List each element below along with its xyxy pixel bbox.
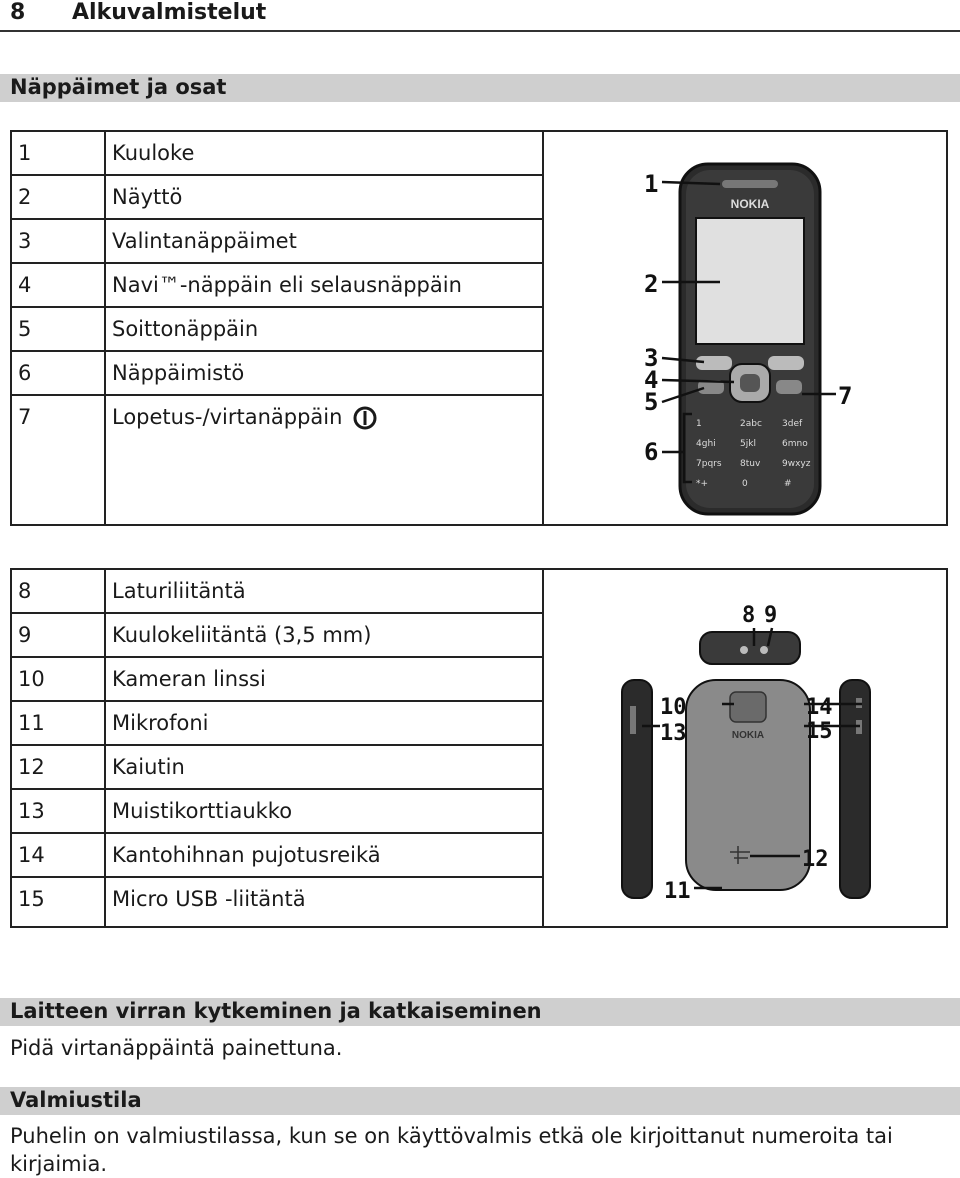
- callout-2: 2: [644, 270, 659, 298]
- table-row: 11 Mikrofoni: [12, 702, 544, 746]
- standby-text-line-1: Puhelin on valmiustilassa, kun se on käyttövalmis etkä ole kirjoittanut numeroita tai: [10, 1124, 893, 1148]
- front-parts-table: [10, 130, 948, 526]
- page-number: 8: [10, 0, 26, 25]
- phone-brand: NOKIA: [730, 197, 770, 211]
- callout-4: 4: [644, 366, 659, 394]
- section-title-standby: Valmiustila: [0, 1087, 960, 1115]
- section-title-power: Laitteen virran kytkeminen ja katkaiseminen: [0, 998, 960, 1026]
- table-row: 8 Laturiliitäntä: [12, 570, 544, 614]
- phone-top-view: [700, 632, 800, 664]
- table-row: 12 Kaiutin: [12, 746, 544, 790]
- table-row: 4 Navi™-näppäin eli selausnäppäin: [12, 264, 544, 308]
- table-row: 7 Lopetus-/virtanäppäin: [12, 396, 544, 440]
- phone-right-side: [840, 680, 870, 898]
- svg-text:*+: *+: [696, 479, 709, 489]
- callout-8: 8: [742, 603, 756, 628]
- svg-text:2abc: 2abc: [740, 419, 762, 429]
- svg-text:9wxyz: 9wxyz: [782, 459, 811, 469]
- power-instruction-text: Pidä virtanäppäintä painettuna.: [10, 1036, 343, 1060]
- phone-back-brand: NOKIA: [731, 730, 765, 741]
- table-row: 14 Kantohihnan pujotusreikä: [12, 834, 544, 878]
- svg-text:1: 1: [696, 419, 702, 429]
- svg-text:4ghi: 4ghi: [696, 439, 716, 449]
- svg-text:6mno: 6mno: [782, 439, 808, 449]
- phone-back-illustration: [544, 570, 946, 926]
- callout-5: 5: [644, 388, 659, 416]
- table-row: 2 Näyttö: [12, 176, 544, 220]
- svg-text:7pqrs: 7pqrs: [696, 459, 722, 469]
- callout-11: 11: [664, 879, 691, 904]
- camera-lens: [730, 692, 766, 722]
- svg-text:8tuv: 8tuv: [740, 459, 761, 469]
- phone-front-svg: [544, 132, 948, 524]
- svg-text:#: #: [784, 479, 792, 489]
- phone-back-svg: [544, 570, 948, 926]
- svg-text:3def: 3def: [782, 419, 803, 429]
- table-row: 5 Soittonäppäin: [12, 308, 544, 352]
- svg-text:0: 0: [742, 479, 748, 489]
- standby-text: [10, 1122, 950, 1178]
- back-parts-table: [10, 568, 948, 928]
- callout-13: 13: [660, 721, 687, 746]
- callout-14: 14: [806, 695, 833, 720]
- chapter-title: Alkuvalmistelut: [72, 0, 267, 25]
- callout-3: 3: [644, 344, 659, 372]
- table-row: 9 Kuulokeliitäntä (3,5 mm): [12, 614, 544, 658]
- callout-10: 10: [660, 695, 687, 720]
- svg-text:5jkl: 5jkl: [740, 439, 756, 449]
- table-row: 1 Kuuloke: [12, 132, 544, 176]
- table-row: 15 Micro USB -liitäntä: [18, 887, 306, 911]
- table-row: 13 Muistikorttiaukko: [12, 790, 544, 834]
- phone-left-side: [622, 680, 652, 898]
- section-title-keys: Näppäimet ja osat: [0, 74, 960, 102]
- callout-12: 12: [802, 847, 829, 872]
- table-row: 10 Kameran linssi: [12, 658, 544, 702]
- callout-6: 6: [644, 438, 659, 466]
- callout-9: 9: [764, 603, 778, 628]
- callout-15: 15: [806, 719, 833, 744]
- callout-1: 1: [644, 170, 659, 198]
- callout-7: 7: [838, 382, 853, 410]
- table-row: 6 Näppäimistö: [12, 352, 544, 396]
- phone-front-illustration: [544, 132, 946, 524]
- page-header: [0, 0, 960, 32]
- power-icon: [353, 406, 377, 430]
- standby-text-line-2: kirjaimia.: [10, 1152, 108, 1176]
- table-row: 3 Valintanäppäimet: [12, 220, 544, 264]
